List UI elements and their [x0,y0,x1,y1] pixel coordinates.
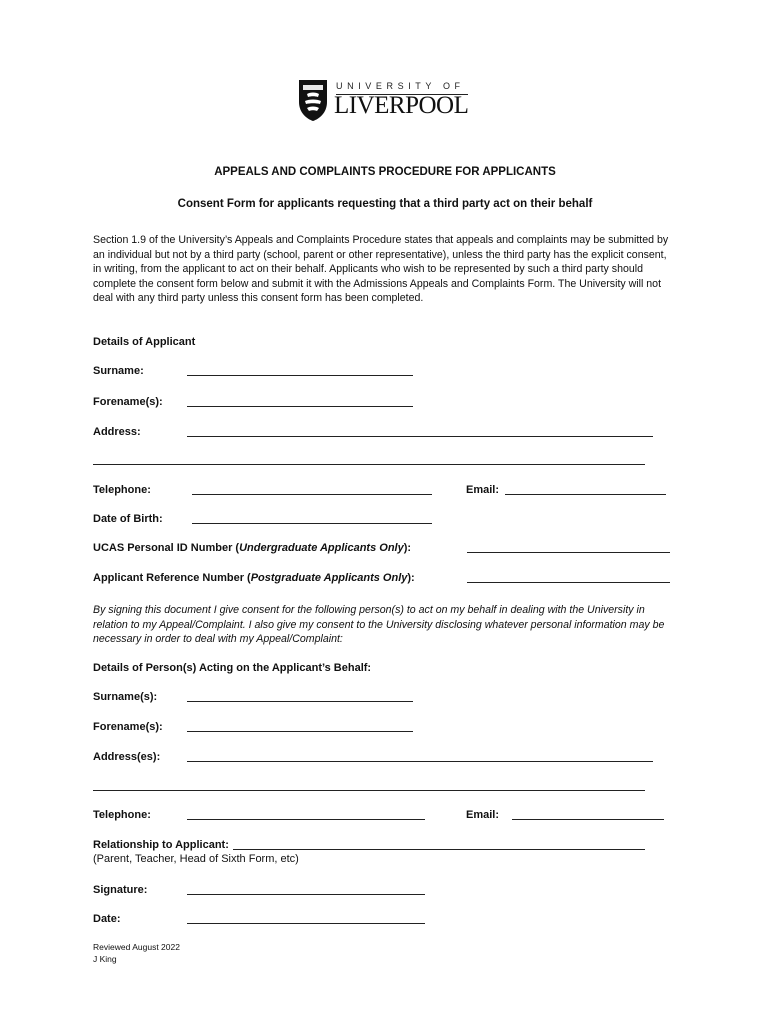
tp-address-field-line-2[interactable] [93,790,645,791]
tp-addresses-label: Address(es): [93,751,161,763]
university-logo [298,78,470,124]
third-party-heading: Details of Person(s) Acting on the Applicant’s Behalf: [93,662,372,674]
intro-paragraph: Section 1.9 of the University’s Appeals and Complaints Procedure states that appeals and complaints may be submitted by an individual but not by a third party (school, parent or other representative), unless the third party has the explicit consent, in writing, from the applicant to act on their behalf. Applicants who wish to be represented by such a third party should complete the consent form below and submit it with the Admissions Appeals and Complaints Form. The University will not deal with any third party unless this consent form has been completed. [93,234,669,304]
forenames-label: Forename(s): [93,396,163,408]
tp-address-field-line-1[interactable] [187,761,653,762]
email-field[interactable] [505,494,666,495]
tp-telephone-label: Telephone: [93,809,151,821]
telephone-label: Telephone: [93,484,151,496]
dob-field[interactable] [192,523,432,524]
tp-surnames-label: Surname(s): [93,691,158,703]
tp-telephone-field[interactable] [187,819,425,820]
tp-email-field[interactable] [512,819,664,820]
address-label: Address: [93,426,141,438]
relationship-label: Relationship to Applicant: [93,839,229,851]
telephone-field[interactable] [192,494,432,495]
tp-forenames-field[interactable] [187,731,413,732]
reference-label: Applicant Reference Number (Postgraduate Applicants Only): [93,572,415,584]
surname-label: Surname: [93,365,144,377]
reference-field[interactable] [467,582,670,583]
reviewed-note: Reviewed August 2022 [93,942,180,952]
ucas-field[interactable] [467,552,670,553]
surname-field[interactable] [187,375,413,376]
address-field-line-2[interactable] [93,464,645,465]
signature-field[interactable] [187,894,425,895]
forenames-field[interactable] [187,406,413,407]
logo-university-of: UNIVERSITY OF [336,81,465,91]
signature-label: Signature: [93,884,148,896]
date-field[interactable] [187,923,425,924]
email-label: Email: [466,484,500,496]
logo-liverpool: LIVERPOOL [334,92,469,119]
applicant-heading: Details of Applicant [93,336,196,348]
crest-icon [298,78,328,122]
relationship-hint: (Parent, Teacher, Head of Sixth Form, etc) [93,853,299,865]
ucas-label: UCAS Personal ID Number (Undergraduate Applicants Only): [93,542,412,554]
page-title: APPEALS AND COMPLAINTS PROCEDURE FOR APPLICANTS [214,166,556,178]
page-subtitle: Consent Form for applicants requesting that a third party act on their behalf [177,198,593,210]
address-field-line-1[interactable] [187,436,653,437]
author-note: J King [93,954,117,964]
relationship-field[interactable] [233,849,645,850]
tp-email-label: Email: [466,809,500,821]
consent-statement: By signing this document I give consent for the following person(s) to act on my behalf in dealing with the University in relation to my Appeal/Complaint. I also give my consent to the University disclosing whatever personal information may be necessary in order to deal with my Appeal/Complaint: [93,604,665,645]
tp-surnames-field[interactable] [187,701,413,702]
date-label: Date: [93,913,121,925]
dob-label: Date of Birth: [93,513,163,525]
tp-forenames-label: Forename(s): [93,721,163,733]
